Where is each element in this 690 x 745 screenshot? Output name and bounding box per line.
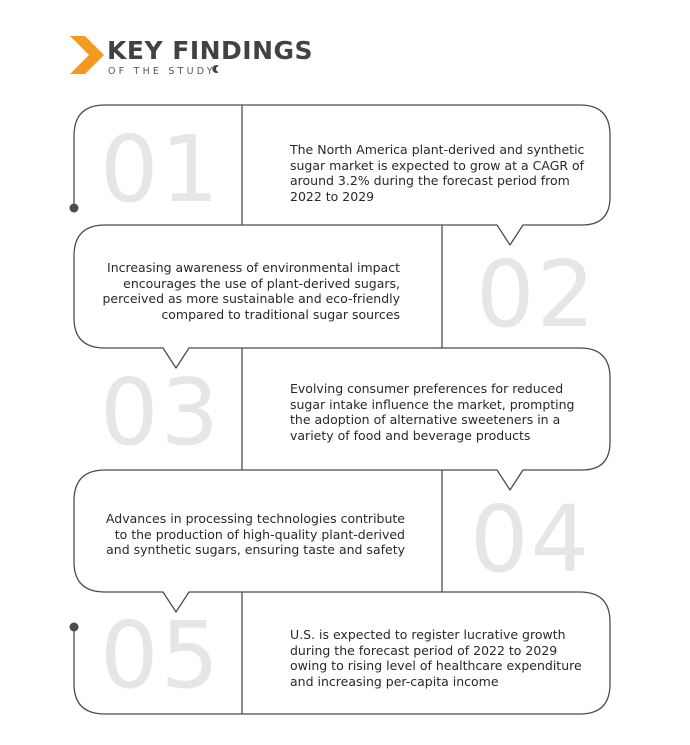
finding-4-text: Advances in processing technologies contribute to the production of high-quality plant-derived and synthetic sugars, ensuring taste and safety [105, 511, 405, 558]
page-subtitle: OF THE STUDY [108, 66, 216, 77]
finding-2-number: 02 [476, 241, 598, 348]
finding-1-text: The North America plant-derived and synthetic sugar market is expected to grow at a CAGR of around 3.2% during the forecast period from 2022 to 2029 [290, 142, 585, 204]
finding-3-number: 03 [100, 359, 222, 466]
start-dot [70, 204, 79, 213]
finding-2-text: Increasing awareness of environmental impact encourages the use of plant-derived sugars, perceived as more sustainable and eco-friendly compared to traditional sugar sources [102, 260, 400, 322]
finding-4-number: 04 [470, 486, 592, 593]
finding-5-text: U.S. is expected to register lucrative growth during the forecast period of 2022 to 2029 owing to rising level of healthcare expenditure and increasing per-capita income [290, 627, 582, 689]
finding-3-text: Evolving consumer preferences for reduced sugar intake influence the market, prompting the adoption of alternative sweeteners in a variety of food and beverage products [290, 381, 575, 443]
page-title: KEY FINDINGS [107, 36, 314, 65]
end-dot [70, 623, 79, 632]
finding-1-number: 01 [100, 116, 222, 223]
finding-5-number: 05 [100, 602, 222, 709]
